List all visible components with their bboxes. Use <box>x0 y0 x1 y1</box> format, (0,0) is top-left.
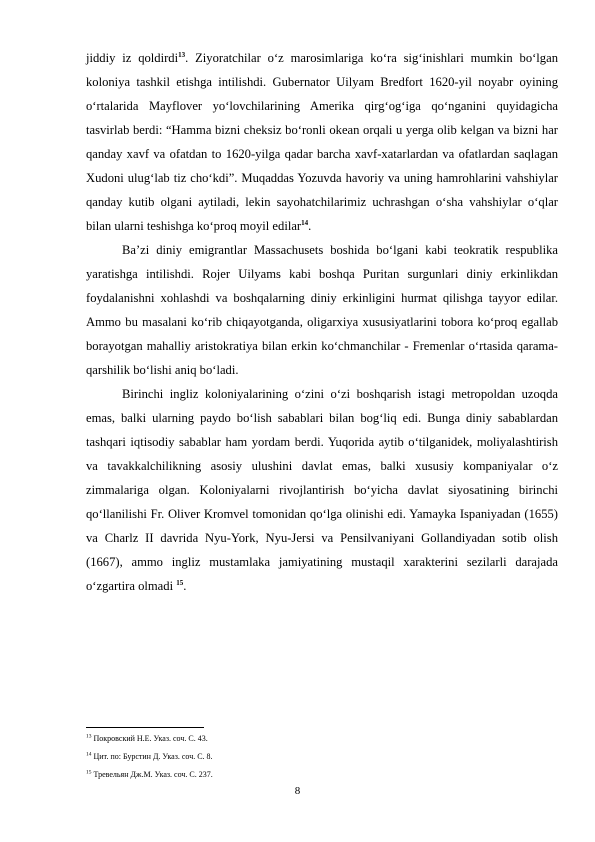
footnote-item <box>86 730 558 748</box>
paragraph-1-text-cont: . Ziyoratchilar o‘z marosimlariga ko‘ra sig‘inishlari mumkin bo‘lgan koloniya tashkil etishga intilishdi. Gubernator Uilyam Bredfort 1620-yil noyabr oyining o‘rtalarida Mayflover yo‘lovchilarining Amerika qirg‘og‘iga qo‘nganini quyidagicha tasvirlab berdi: “Hamma bizni cheksiz bo‘ronli okean orqali u yerga olib kelgan va bizni har qanday xavf va ofatdan to 1620-yilga qadar barcha xavf-xatarlardan va ofatlardan saqlagan Xudoni ulug‘lab tiz cho‘kdi”. Muqaddas Yozuvda havoriy va uning hamrohlarini vahshiylar qanday kutib olgani aytiladi, lekin sayohatchilarimiz uchrashgan o‘sha vahshiylar o‘qlar bilan ularni teshishga ko‘proq moyil edilar <box>86 51 558 233</box>
footnote-number: 15 <box>86 769 92 776</box>
paragraph-3 <box>86 382 558 598</box>
footnote-ref-15[interactable]: 15 <box>176 578 184 587</box>
paragraph-3-text: Birinchi ingliz koloniyalarining o‘zini o‘zi boshqarish istagi metropoldan uzoqda emas, balki ularning paydo bo‘lish sabablari bilan bog‘liq edi. Bunga diniy sabablardan tashqari iqtisodiy sabablar ham yordam berdi. Yuqorida aytib o‘tilganidek, moliyalashtirish va tavakkalchilikning asosiy ulushini davlat emas, balki xususiy kompaniyalar o‘z zimmalariga olgan. Koloniyalarni rivojlantirish bo‘yicha davlat siyosatining birinchi qo‘llanilishi Fr. Oliver Kromvel tomonidan qo‘lga olinishi edi. Yamayka Ispaniyadan (1655) va Charlz II davrida Nyu-York, Nyu-Jersi va Pensilvaniyani Gollandiyadan sotib olish (1667), ammo ingliz mustamlaka jamiyatining mustaqil xarakterini sezilarli darajada o‘zgartira olmadi <box>86 387 558 593</box>
footnote-separator <box>86 727 204 728</box>
body-text <box>86 46 558 598</box>
page-number: 8 <box>294 785 301 797</box>
paragraph-2: Ba’zi diniy emigrantlar Massachusets boshida bo‘lgani kabi teokratik respublika yaratishga intilishdi. Rojer Uilyams kabi boshqa Puritan surgunlari diniy erkinlikdan foydalanishni xohlashdi va boshqalarning diniy erkinligini hurmat qilishga tayyor edilar. Ammo bu masalani ko‘rib chiqayotganda, oligarxiya xususiyatlarini tobora ko‘proq egallab borayotgan mahalliy aristokratiya bilan erkin ko‘chmanchilar - Fremenlar o‘rtasida qarama-qarshilik bo‘lishi aniq bo‘ladi. <box>86 243 558 377</box>
footnote-text: Тревельян Дж.М. Указ. соч. С. 237. <box>93 770 213 779</box>
footnote-number: 14 <box>86 751 92 758</box>
paragraph-1-end: . <box>308 219 312 233</box>
footnote-ref-13[interactable]: 13 <box>178 50 186 59</box>
footnotes <box>86 730 558 784</box>
footnote-item <box>86 748 558 766</box>
footnote-text: Покровский Н.Е. Указ. соч. С. 43. <box>93 734 208 743</box>
paragraph-1-text: jiddiy iz qoldirdi <box>86 51 179 65</box>
footnote-ref-14[interactable]: 14 <box>301 218 309 227</box>
footnote-text: Цит. по: Бурстин Д. Указ. соч. С. 8. <box>93 752 213 761</box>
footnote-number: 13 <box>86 733 92 740</box>
paragraph-3-end: . <box>183 579 187 593</box>
footnote-item <box>86 766 558 784</box>
paragraph-1 <box>86 46 558 238</box>
